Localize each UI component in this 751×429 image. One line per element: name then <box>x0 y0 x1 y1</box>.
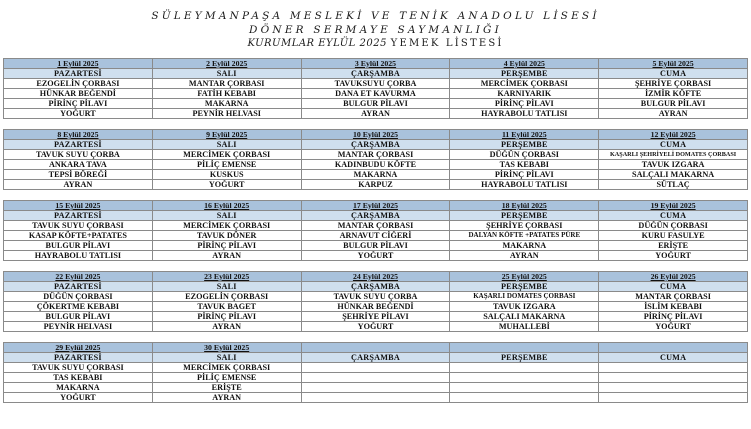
meal-cell <box>301 393 450 403</box>
spacer-cell <box>599 332 748 343</box>
meal-cell: TAVUK IZGARA <box>599 160 748 170</box>
weekday-cell: CUMA <box>599 282 748 292</box>
meal-cell: TAVUK SUYU ÇORBASI <box>4 221 153 231</box>
menu-title-period: KURUMLAR EYLÜL 2025 <box>247 38 387 49</box>
meal-cell: PEYNİR HELVASI <box>152 109 301 119</box>
meal-cell: KAŞARLI DOMATES ÇORBASI <box>450 292 599 302</box>
meal-cell <box>301 373 450 383</box>
meal-cell: TAVUK SUYU ÇORBA <box>301 292 450 302</box>
spacer-cell <box>4 332 153 343</box>
meal-cell: TAVUK IZGARA <box>450 302 599 312</box>
date-cell: 15 Eylül 2025 <box>4 201 153 211</box>
date-cell: 19 Eylül 2025 <box>599 201 748 211</box>
meal-cell: ŞEHRİYE ÇORBASI <box>450 221 599 231</box>
meal-cell: YOĞURT <box>301 251 450 261</box>
meal-cell: TAVUK DÖNER <box>152 231 301 241</box>
meal-cell: YOĞURT <box>599 322 748 332</box>
meal-cell: AYRAN <box>301 109 450 119</box>
meal-cell: AYRAN <box>450 251 599 261</box>
meal-cell: TAS KEBABI <box>450 160 599 170</box>
date-cell: 18 Eylül 2025 <box>450 201 599 211</box>
weekday-cell: PAZARTESİ <box>4 353 153 363</box>
meal-row <box>4 292 748 302</box>
meal-row <box>4 180 748 190</box>
meal-row <box>4 99 748 109</box>
meal-cell: DÜĞÜN ÇORBASI <box>450 150 599 160</box>
meal-cell: FATİH KEBABI <box>152 89 301 99</box>
meal-row <box>4 312 748 322</box>
date-cell <box>599 343 748 353</box>
date-row <box>4 130 748 140</box>
date-row <box>4 201 748 211</box>
weekday-cell: ÇARŞAMBA <box>301 140 450 150</box>
menu-title <box>0 38 751 49</box>
date-cell: 29 Eylül 2025 <box>4 343 153 353</box>
spacer-cell <box>301 261 450 272</box>
weekday-cell: SALI <box>152 211 301 221</box>
weekday-row <box>4 140 748 150</box>
meal-cell: SALÇALI MAKARNA <box>599 170 748 180</box>
meal-cell: HAYRABOLU TATLISI <box>450 109 599 119</box>
meal-cell: İSLİM KEBABI <box>599 302 748 312</box>
meal-cell: PİLİÇ EMENSE <box>152 373 301 383</box>
meal-cell <box>599 373 748 383</box>
meal-cell: TAVUKSUYU ÇORBA <box>301 79 450 89</box>
meal-schedule-table <box>3 58 748 403</box>
meal-row <box>4 150 748 160</box>
meal-cell: HÜNKAR BEĞENDİ <box>4 89 153 99</box>
meal-cell: MERCİMEK ÇORBASI <box>450 79 599 89</box>
meal-cell: YOĞURT <box>301 322 450 332</box>
date-cell <box>301 343 450 353</box>
meal-cell: MANTAR ÇORBASI <box>152 79 301 89</box>
meal-row <box>4 160 748 170</box>
meal-cell: KASAP KÖFTE+PATATES <box>4 231 153 241</box>
spacer-cell <box>4 261 153 272</box>
spacer-cell <box>301 190 450 201</box>
meal-cell: DÜĞÜN ÇORBASI <box>599 221 748 231</box>
meal-cell: YOĞURT <box>152 180 301 190</box>
weekday-row <box>4 282 748 292</box>
meal-cell: SÜTLAÇ <box>599 180 748 190</box>
meal-cell: PEYNİR HELVASI <box>4 322 153 332</box>
date-cell: 17 Eylül 2025 <box>301 201 450 211</box>
meal-cell: PİRİNÇ PİLAVI <box>450 99 599 109</box>
spacer-cell <box>450 261 599 272</box>
meal-cell: MAKARNA <box>301 170 450 180</box>
meal-cell <box>301 363 450 373</box>
week-spacer <box>4 332 748 343</box>
weekday-cell: PAZARTESİ <box>4 211 153 221</box>
weekday-cell: SALI <box>152 140 301 150</box>
meal-cell: BULGUR PİLAVI <box>301 241 450 251</box>
meal-cell: MERCİMEK ÇORBASI <box>152 363 301 373</box>
meal-cell <box>450 373 599 383</box>
date-cell: 1 Eylül 2025 <box>4 59 153 69</box>
meal-cell: AYRAN <box>599 109 748 119</box>
date-cell: 3 Eylül 2025 <box>301 59 450 69</box>
meal-cell: PİRİNÇ PİLAVI <box>152 312 301 322</box>
menu-title-label: YEMEK LİSTESİ <box>390 38 504 49</box>
meal-cell: YOĞURT <box>4 109 153 119</box>
meal-cell: KARPUZ <box>301 180 450 190</box>
meal-cell: DANA ET KAVURMA <box>301 89 450 99</box>
meal-cell: BULGUR PİLAVI <box>301 99 450 109</box>
meal-cell <box>450 393 599 403</box>
date-cell: 12 Eylül 2025 <box>599 130 748 140</box>
meal-cell: YOĞURT <box>4 393 153 403</box>
meal-cell: AYRAN <box>4 180 153 190</box>
date-cell: 16 Eylül 2025 <box>152 201 301 211</box>
meal-row <box>4 251 748 261</box>
spacer-cell <box>450 119 599 130</box>
date-cell: 5 Eylül 2025 <box>599 59 748 69</box>
weekday-cell: PERŞEMBE <box>450 211 599 221</box>
date-cell: 22 Eylül 2025 <box>4 272 153 282</box>
meal-cell: AYRAN <box>152 251 301 261</box>
meal-cell: KURU FASULYE <box>599 231 748 241</box>
weekday-cell: PERŞEMBE <box>450 353 599 363</box>
date-cell: 11 Eylül 2025 <box>450 130 599 140</box>
weekday-cell: ÇARŞAMBA <box>301 282 450 292</box>
weekday-cell: SALI <box>152 69 301 79</box>
meal-cell <box>450 363 599 373</box>
week-spacer <box>4 190 748 201</box>
meal-row <box>4 89 748 99</box>
weekday-row <box>4 69 748 79</box>
date-cell: 4 Eylül 2025 <box>450 59 599 69</box>
weekday-cell: CUMA <box>599 211 748 221</box>
meal-cell: ERİŞTE <box>152 383 301 393</box>
meal-cell: BULGUR PİLAVI <box>599 99 748 109</box>
meal-cell: PİLİÇ EMENSE <box>152 160 301 170</box>
week-spacer <box>4 119 748 130</box>
spacer-cell <box>599 119 748 130</box>
meal-cell: HAYRABOLU TATLISI <box>4 251 153 261</box>
weekday-cell: CUMA <box>599 140 748 150</box>
weekday-cell: ÇARŞAMBA <box>301 69 450 79</box>
weekday-cell: CUMA <box>599 69 748 79</box>
meal-cell: PİRİNÇ PİLAVI <box>450 170 599 180</box>
meal-row <box>4 363 748 373</box>
meal-cell: ŞEHRİYE ÇORBASI <box>599 79 748 89</box>
spacer-cell <box>599 261 748 272</box>
week-spacer <box>4 261 748 272</box>
meal-cell <box>599 363 748 373</box>
weekday-cell: SALI <box>152 282 301 292</box>
meal-cell: HAYRABOLU TATLISI <box>450 180 599 190</box>
date-cell: 10 Eylül 2025 <box>301 130 450 140</box>
meal-cell: EZOGELİN ÇORBASI <box>4 79 153 89</box>
weekday-cell: PERŞEMBE <box>450 140 599 150</box>
meal-row <box>4 302 748 312</box>
school-name: SÜLEYMANPAŞA MESLEKİ VE TENİK ANADOLU LİSESİ <box>151 10 600 22</box>
meal-row <box>4 109 748 119</box>
meal-row <box>4 79 748 89</box>
meal-row <box>4 241 748 251</box>
weekday-row <box>4 211 748 221</box>
meal-cell: MANTAR ÇORBASI <box>301 150 450 160</box>
meal-cell: ERİŞTE <box>599 241 748 251</box>
department-name: DÖNER SERMAYE SAYMANLIĞI <box>249 24 502 36</box>
meal-cell: TAVUK BAGET <box>152 302 301 312</box>
weekday-row <box>4 353 748 363</box>
meal-cell <box>599 383 748 393</box>
meal-cell: BULGUR PİLAVI <box>4 312 153 322</box>
weekday-cell: PAZARTESİ <box>4 140 153 150</box>
date-cell <box>450 343 599 353</box>
weekday-cell: SALI <box>152 353 301 363</box>
meal-cell: ÇÖKERTME KEBABI <box>4 302 153 312</box>
meal-cell: MAKARNA <box>4 383 153 393</box>
meal-row <box>4 383 748 393</box>
meal-cell: KAŞARLI ŞEHRİYELİ DOMATES ÇORBASI <box>599 150 748 160</box>
weekday-cell: PERŞEMBE <box>450 282 599 292</box>
date-cell: 23 Eylül 2025 <box>152 272 301 282</box>
meal-cell: PİRİNÇ PİLAVI <box>4 99 153 109</box>
weekday-cell: PAZARTESİ <box>4 69 153 79</box>
meal-cell: YOĞURT <box>599 251 748 261</box>
weekday-cell: PERŞEMBE <box>450 69 599 79</box>
meal-cell: TAVUK SUYU ÇORBA <box>4 150 153 160</box>
meal-cell: MERCİMEK ÇORBASI <box>152 221 301 231</box>
meal-row <box>4 170 748 180</box>
weekday-cell: ÇARŞAMBA <box>301 353 450 363</box>
meal-cell: TAVUK SUYU ÇORBASI <box>4 363 153 373</box>
meal-cell: PİRİNÇ PİLAVI <box>152 241 301 251</box>
meal-row <box>4 373 748 383</box>
meal-row <box>4 231 748 241</box>
meal-cell: MUHALLEBİ <box>450 322 599 332</box>
date-cell: 9 Eylül 2025 <box>152 130 301 140</box>
meal-cell: DÜĞÜN ÇORBASI <box>4 292 153 302</box>
meal-cell: KADINBUDU KÖFTE <box>301 160 450 170</box>
meal-cell: HÜNKAR BEĞENDİ <box>301 302 450 312</box>
meal-cell <box>450 383 599 393</box>
meal-cell: SALÇALI MAKARNA <box>450 312 599 322</box>
meal-cell: AYRAN <box>152 393 301 403</box>
meal-cell: ŞEHRİYE PİLAVI <box>301 312 450 322</box>
weekday-cell: ÇARŞAMBA <box>301 211 450 221</box>
weekday-cell: PAZARTESİ <box>4 282 153 292</box>
meal-cell: EZOGELİN ÇORBASI <box>152 292 301 302</box>
date-row <box>4 59 748 69</box>
meal-cell <box>301 383 450 393</box>
meal-cell: TAS KEBABI <box>4 373 153 383</box>
date-cell: 24 Eylül 2025 <box>301 272 450 282</box>
meal-row <box>4 322 748 332</box>
date-cell: 26 Eylül 2025 <box>599 272 748 282</box>
meal-row <box>4 393 748 403</box>
meal-cell <box>599 393 748 403</box>
date-cell: 25 Eylül 2025 <box>450 272 599 282</box>
meal-cell: TEPSİ BÖREĞİ <box>4 170 153 180</box>
date-row <box>4 343 748 353</box>
spacer-cell <box>152 190 301 201</box>
date-row <box>4 272 748 282</box>
spacer-cell <box>450 190 599 201</box>
meal-cell: ANKARA TAVA <box>4 160 153 170</box>
spacer-cell <box>301 332 450 343</box>
meal-cell: MANTAR ÇORBASI <box>599 292 748 302</box>
meal-cell: BULGUR PİLAVI <box>4 241 153 251</box>
spacer-cell <box>4 190 153 201</box>
meal-cell: MERCİMEK ÇORBASI <box>152 150 301 160</box>
weekday-cell: CUMA <box>599 353 748 363</box>
date-cell: 2 Eylül 2025 <box>152 59 301 69</box>
spacer-cell <box>599 190 748 201</box>
meal-cell: KARNIYARIK <box>450 89 599 99</box>
spacer-cell <box>301 119 450 130</box>
meal-cell: AYRAN <box>152 322 301 332</box>
meal-cell: KUSKUS <box>152 170 301 180</box>
date-cell: 30 Eylül 2025 <box>152 343 301 353</box>
meal-row <box>4 221 748 231</box>
meal-cell: ARNAVUT CİĞERİ <box>301 231 450 241</box>
spacer-cell <box>152 332 301 343</box>
spacer-cell <box>450 332 599 343</box>
meal-cell: PİRİNÇ PİLAVI <box>599 312 748 322</box>
meal-cell: MAKARNA <box>152 99 301 109</box>
date-cell: 8 Eylül 2025 <box>4 130 153 140</box>
spacer-cell <box>152 261 301 272</box>
spacer-cell <box>4 119 153 130</box>
meal-cell: MANTAR ÇORBASI <box>301 221 450 231</box>
meal-cell: MAKARNA <box>450 241 599 251</box>
spacer-cell <box>152 119 301 130</box>
meal-cell: DALYAN KÖFTE +PATATES PÜRE <box>450 231 599 241</box>
meal-cell: İZMİR KÖFTE <box>599 89 748 99</box>
